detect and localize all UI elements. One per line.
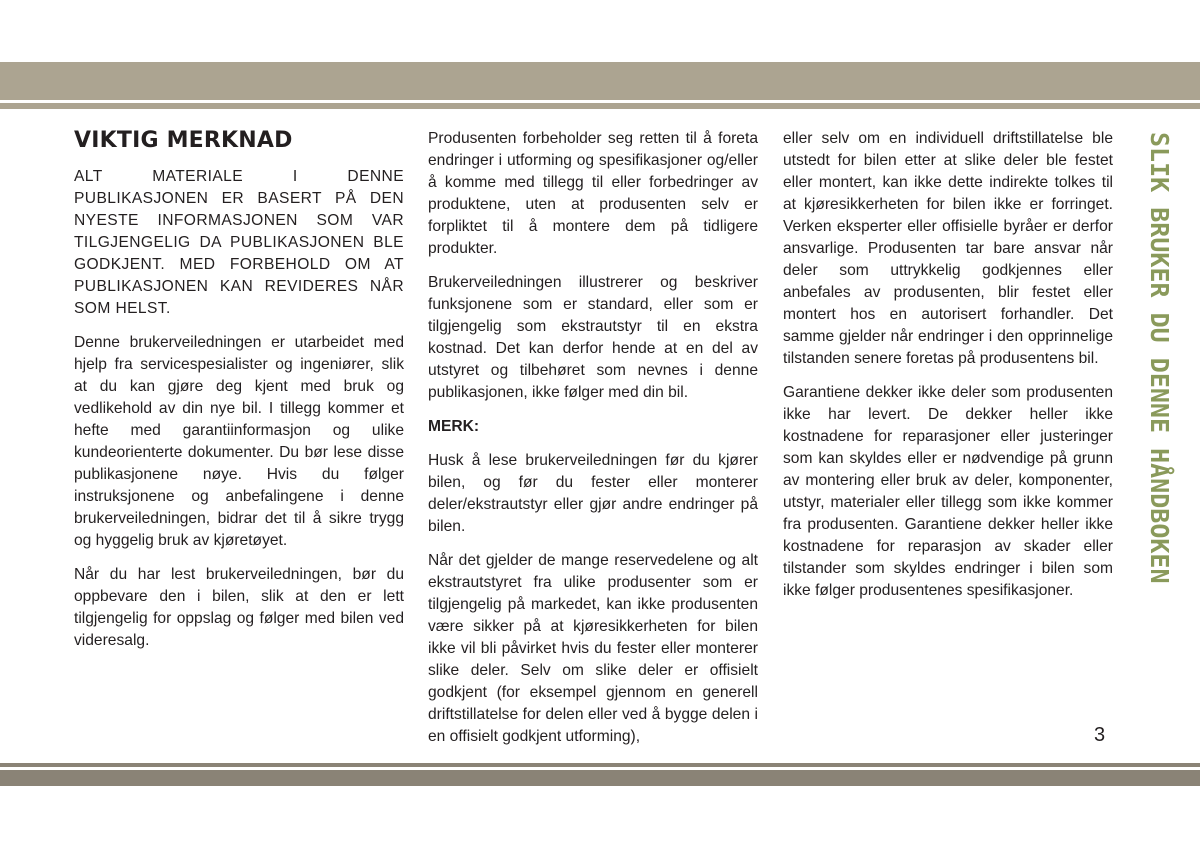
header-band-thin bbox=[0, 103, 1200, 109]
note-text: Husk å lese brukerveiledningen før du kjører bilen, og før du fester eller monterer deler/ekstrautstyr eller gjør andre endringer på bilen. bbox=[428, 452, 758, 535]
section-tab bbox=[1140, 132, 1180, 584]
intro-caps-paragraph: ALT MATERIALE I DENNE PUBLIKASJONEN ER BASERT PÅ DEN NYESTE INFORMASJONEN SOM VAR TILGJENGELIG DA PUBLIKASJONEN BLE GODKJENT. MED FORBEHOLD OM AT PUBLIKASJONEN KAN REVIDERES NÅR SOM HELST. bbox=[74, 168, 404, 317]
column-2 bbox=[428, 128, 758, 760]
paragraph: Når du har lest brukerveiledningen, bør du oppbevare den i bilen, slik at den er lett tilgjengelig for oppslag og følger med bilen ved videresalg. bbox=[74, 566, 404, 649]
column-1 bbox=[74, 128, 404, 664]
header-band bbox=[0, 62, 1200, 100]
paragraph: Produsenten forbeholder seg retten til å foreta endringer i utforming og spesifikasjoner og/eller å komme med tillegg til eller forbedringer av produktene, uten at produsenten selv er forpliktet til å montere dem på tidligere produkter. bbox=[428, 130, 758, 257]
paragraph: eller selv om en individuell driftstillatelse ble utstedt for bilen etter at slike deler ble festet eller montert, kan ikke dette indirekte tolkes til at kjøresikkerheten for bilen ikke er forringet. Verken eksperter eller offisielle byråer er derfor ansvarlige. Produsenten tar bare ansvar når deler som uttrykkelig godkjennes eller anbefales av produsenten, blir festet eller montert hos en autorisert forhandler. Det samme gjelder når endringer i den opprinnelige tilstanden senere foretas på produsentens bil. bbox=[783, 130, 1113, 367]
footer-band bbox=[0, 770, 1200, 786]
page-number: 3 bbox=[1094, 724, 1106, 746]
footer-band-thin bbox=[0, 763, 1200, 767]
page-heading: VIKTIG MERKNAD bbox=[74, 128, 293, 153]
paragraph: Brukerveiledningen illustrerer og beskriver funksjonene som er standard, eller som er tilgjengelig som ekstrautstyr til en ekstra kostnad. Det kan derfor hende at en del av utstyret og tilbehøret som nevnes i denne publikasjonen, ikke følger med din bil. bbox=[428, 274, 758, 401]
section-title: SLIK BRUKER DU DENNE HÅNDBOKEN bbox=[1145, 132, 1174, 584]
paragraph: Garantiene dekker ikke deler som produsenten ikke har levert. De dekker heller ikke kostnadene for reparasjoner eller justeringer som kan skyldes eller er nødvendige på grunn av montering eller bruk av deler, komponenter, utstyr, materialer eller tillegg som ikke kommer fra produsenten. Garantiene dekker heller ikke kostnadene for reparasjon av skader eller tilstander som skyldes endringer i bilen som ikke følger produsentenes spesifikasjoner. bbox=[783, 384, 1113, 599]
column-3 bbox=[783, 128, 1113, 614]
paragraph: Denne brukerveiledningen er utarbeidet med hjelp fra servicespesialister og ingeniører, slik at du kan gjøre deg kjent med bruk og vedlikehold av din nye bil. I tillegg kommer et hefte med garantiinformasjon og ulike kundeorienterte dokumenter. Du bør lese disse publikasjonene nøye. Hvis du følger instruksjonene og anbefalingene i denne brukerveiledningen, bidrar det til å sikre trygg og hyggelig bruk av kjøretøyet. bbox=[74, 334, 404, 549]
note-label: MERK: bbox=[428, 418, 480, 435]
paragraph: Når det gjelder de mange reservedelene og alt ekstrautstyret fra ulike produsenter som er tilgjengelig på markedet, kan ikke produsenten være sikker på at kjøresikkerheten for bilen ikke vil bli påvirket hvis du fester eller monterer slike deler. Selv om slike deler er offisielt godkjent (for eksempel gjennom en generell driftstillatelse for delen eller ved å bygge delen i en offisielt godkjent utforming), bbox=[428, 552, 758, 745]
